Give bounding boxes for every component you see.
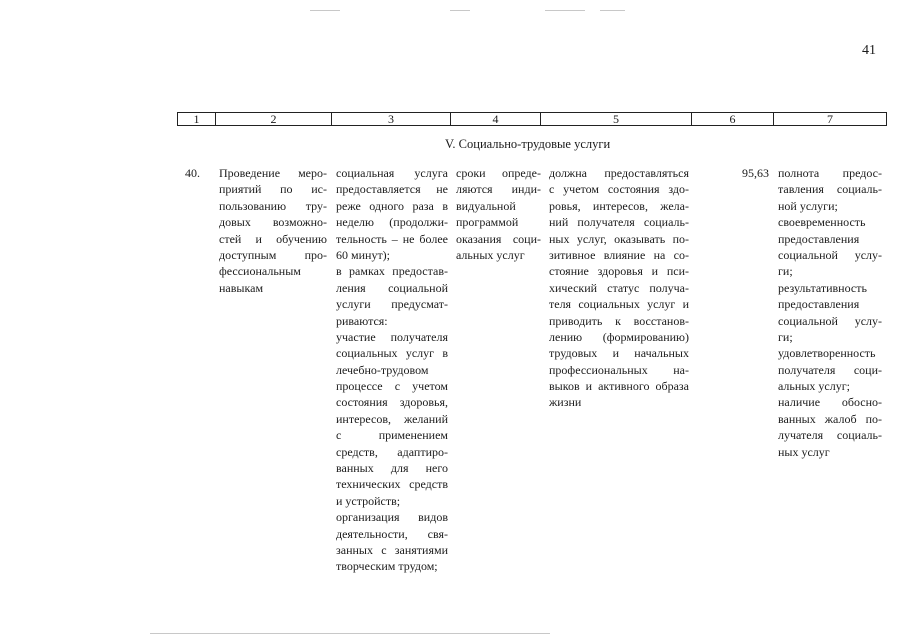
text-line: трудовых и начальных (549, 346, 689, 361)
text-line: ванных для него (336, 461, 448, 476)
text-line: доступным про- (219, 247, 327, 262)
column-number-6: 6 (692, 113, 774, 125)
text-line: удовлетворенность (778, 346, 876, 361)
text-line: лению (формированию) (549, 329, 689, 344)
column-number-2: 2 (216, 113, 332, 125)
text-line: своевременность (778, 215, 866, 230)
text-line: видуальной (456, 198, 516, 213)
text-line: приводить к восстанов- (549, 313, 689, 328)
text-line: полнота предос- (778, 166, 882, 180)
text-line: должна предоставляться (549, 166, 689, 180)
text-line: 60 минут); (336, 247, 391, 262)
text-line: фессиональным (219, 264, 301, 279)
scan-artifact (310, 10, 340, 11)
text-line: предоставляется не (336, 182, 448, 197)
scan-artifact (600, 10, 625, 11)
text-line: довых возможно- (219, 215, 327, 230)
text-line: участие получателя (336, 329, 448, 344)
text-line: ги; (778, 264, 793, 279)
text-line: процессе с учетом (336, 379, 448, 394)
text-line: зитивное влияние на со- (549, 247, 689, 262)
service-name-cell (219, 165, 327, 296)
text-line: теля социальных услуг и (549, 297, 689, 312)
text-line: занных с занятиями (336, 542, 448, 557)
cost-cell (727, 165, 769, 181)
text-line: выков и активного образа (549, 379, 689, 394)
text-line: стей и обучению (219, 231, 327, 246)
text-line: услуги предусмат- (336, 297, 448, 312)
text-line: альных услуг; (778, 379, 850, 394)
text-line: сроки опреде- (456, 166, 541, 180)
text-line: результативность (778, 280, 867, 295)
text-line: Проведение меро- (219, 166, 327, 180)
text-line: в рамках предостав- (336, 264, 448, 279)
text-line: жизни (549, 395, 582, 410)
column-number-7: 7 (827, 112, 833, 126)
service-description-cell (336, 165, 448, 575)
cost-value: 95,63 (742, 166, 769, 180)
text-line: реже одного раза в (336, 198, 448, 213)
text-line: деятельности, свя- (336, 526, 448, 541)
text-line: наличие обосно- (778, 395, 882, 410)
column-number-1: 1 (178, 113, 216, 125)
text-line: ляются инди- (456, 182, 541, 197)
text-line: и устройств; (336, 493, 401, 508)
text-line: социальной услу- (778, 247, 882, 262)
text-line: предоставления (778, 297, 860, 312)
scan-artifact (450, 10, 470, 11)
text-line: ных услуг, оказывать по- (549, 231, 689, 246)
text-line: технических средств (336, 477, 448, 492)
text-line: приятий по ис- (219, 182, 327, 197)
text-line: тавления социаль- (778, 182, 882, 197)
text-line: ной услуги; (778, 198, 838, 213)
text-line: предоставления (778, 231, 860, 246)
text-line: неделю (продолжи- (336, 215, 448, 230)
text-line: ных услуг (778, 444, 830, 459)
text-line: программой (456, 215, 519, 230)
text-line: социальная услуга (336, 166, 448, 180)
section-title: V. Социально-трудовые услуги (445, 137, 611, 151)
text-line: организация видов (336, 510, 448, 525)
text-line: альных услуг (456, 247, 525, 262)
row-number-cell (185, 165, 207, 181)
text-line: социальной услу- (778, 313, 882, 328)
column-number-header (177, 112, 887, 126)
text-line: ний получателя социаль- (549, 215, 689, 230)
text-line: ванных жалоб по- (778, 411, 882, 426)
row-number: 40. (185, 166, 200, 180)
column-number-3: 3 (332, 113, 451, 125)
column-number-5: 5 (541, 113, 692, 125)
text-line: тельность – не более (336, 231, 448, 246)
text-line: навыкам (219, 280, 264, 295)
text-line: ги; (778, 329, 793, 344)
column-number-4: 4 (451, 113, 541, 125)
text-line: творческим трудом; (336, 559, 438, 574)
text-line: хический статус получа- (549, 280, 689, 295)
page-number: 41 (862, 43, 876, 58)
quality-indicators-cell (778, 165, 882, 460)
text-line: социальных услуг в (336, 346, 448, 361)
text-line: стояние здоровья и пси- (549, 264, 689, 279)
text-line: средств, адаптиро- (336, 444, 448, 459)
service-term-cell (456, 165, 541, 263)
text-line: ления социальной (336, 280, 448, 295)
text-line: получателя соци- (778, 362, 882, 377)
text-line: оказания соци- (456, 231, 541, 246)
scan-artifact (150, 633, 550, 634)
text-line: пользованию тру- (219, 198, 327, 213)
text-line: лучателя социаль- (778, 428, 882, 443)
service-conditions-cell (549, 165, 689, 411)
text-line: профессиональных на- (549, 362, 689, 377)
text-line: риваются: (336, 313, 388, 328)
text-line: ровья, интересов, жела- (549, 198, 689, 213)
text-line: состояния здоровья, (336, 395, 448, 410)
text-line: с учетом состояния здо- (549, 182, 689, 197)
text-line: интересов, желаний (336, 411, 448, 426)
text-line: с применением (336, 428, 448, 443)
scan-artifact (545, 10, 585, 11)
text-line: лечебно-трудовом (336, 362, 429, 377)
